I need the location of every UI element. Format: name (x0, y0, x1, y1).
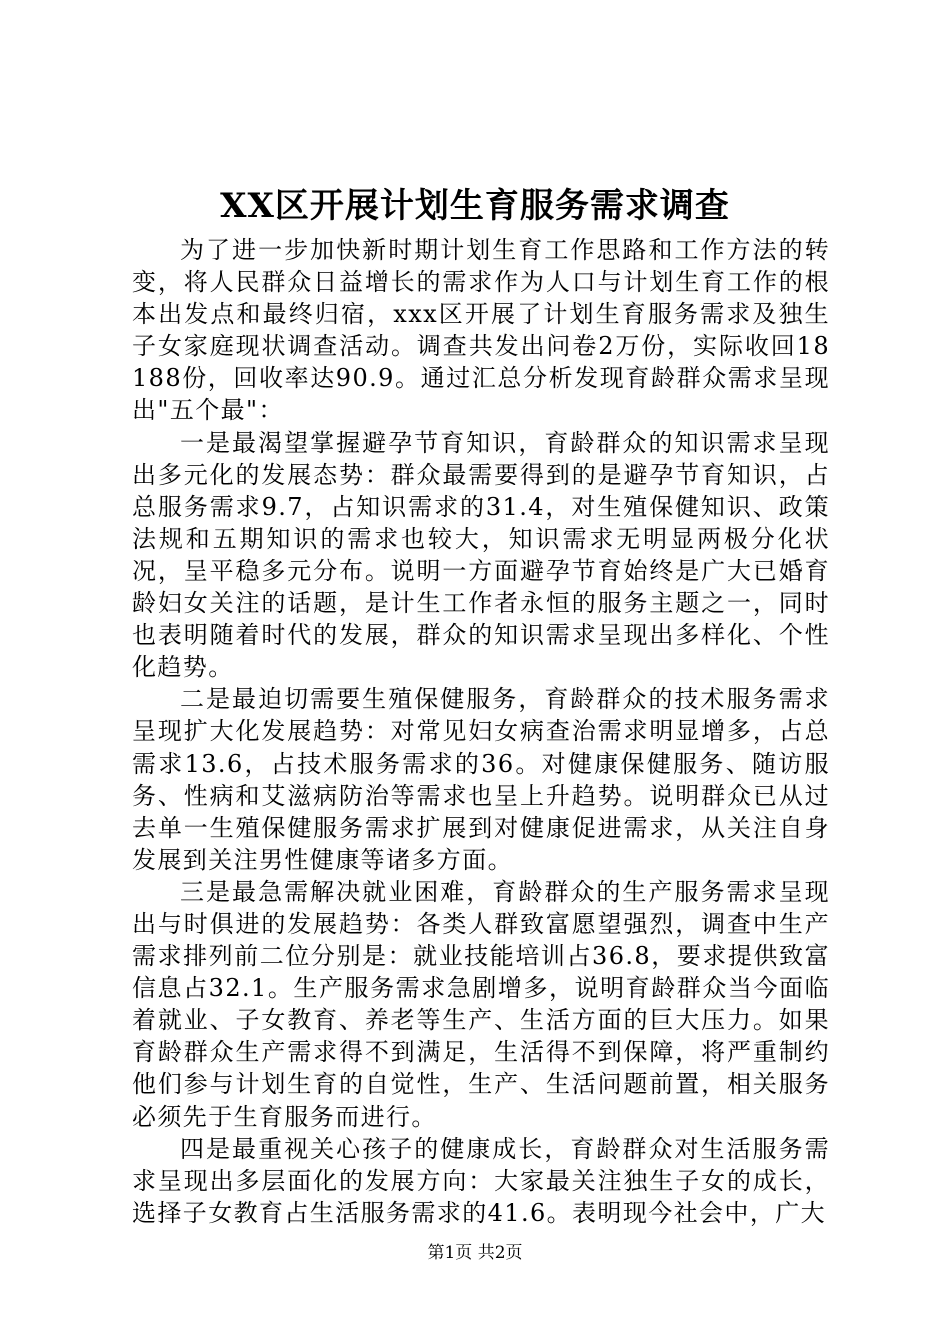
document-body (132, 234, 830, 1229)
paragraph-point-four: 四是最重视关心孩子的健康成长，育龄群众对生活服务需求呈现出多层面化的发展方向：大家最关注独生子女的成长，选择子女教育占生活服务需求的41.6。表明现今社会中，广大 (132, 1134, 830, 1227)
document-title: XX区开展计划生育服务需求调查 (220, 186, 730, 226)
paragraph-point-one: 一是最渴望掌握避孕节育知识，育龄群众的知识需求呈现出多元化的发展态势：群众最需要得到的是避孕节育知识，占总服务需求9.7，占知识需求的31.4，对生殖保健知识、政策法规和五期知识的需求也较大，知识需求无明显两极分化状况，呈平稳多元分布。说明一方面避孕节育始终是广大已婚育龄妇女关注的话题，是计生工作者永恒的服务主题之一，同时也表明随着时代的发展，群众的知识需求呈现出多样化、个性化趋势。 (132, 428, 830, 682)
paragraph-point-two: 二是最迫切需要生殖保健服务，育龄群众的技术服务需求呈现扩大化发展趋势：对常见妇女病查治需求明显增多，占总需求13.6，占技术服务需求的36。对健康保健服务、随访服务、性病和艾滋病防治等需求也呈上升趋势。说明群众已从过去单一生殖保健服务需求扩展到对健康促进需求，从关注自身发展到关注男性健康等诸多方面。 (132, 685, 830, 874)
page-number-footer: 第1页 共2页 (427, 1243, 523, 1263)
paragraph-intro: 为了进一步加快新时期计划生育工作思路和工作方法的转变，将人民群众日益增长的需求作为人口与计划生育工作的根本出发点和最终归宿，xxx区开展了计划生育服务需求及独生子女家庭现状调查活动。调查共发出问卷2万份，实际收回18188份，回收率达90.9。通过汇总分析发现育龄群众需求呈现出"五个最"： (132, 236, 830, 425)
paragraph-point-three: 三是最急需解决就业困难，育龄群众的生产服务需求呈现出与时俱进的发展趋势：各类人群致富愿望强烈，调查中生产需求排列前二位分别是：就业技能培训占36.8，要求提供致富信息占32.1。生产服务需求急剧增多，说明育龄群众当今面临着就业、子女教育、养老等生产、生活方面的巨大压力。如果育龄群众生产需求得不到满足，生活得不到保障，将严重制约他们参与计划生育的自觉性，生产、生活问题前置，相关服务必须先于生育服务而进行。 (132, 877, 830, 1131)
